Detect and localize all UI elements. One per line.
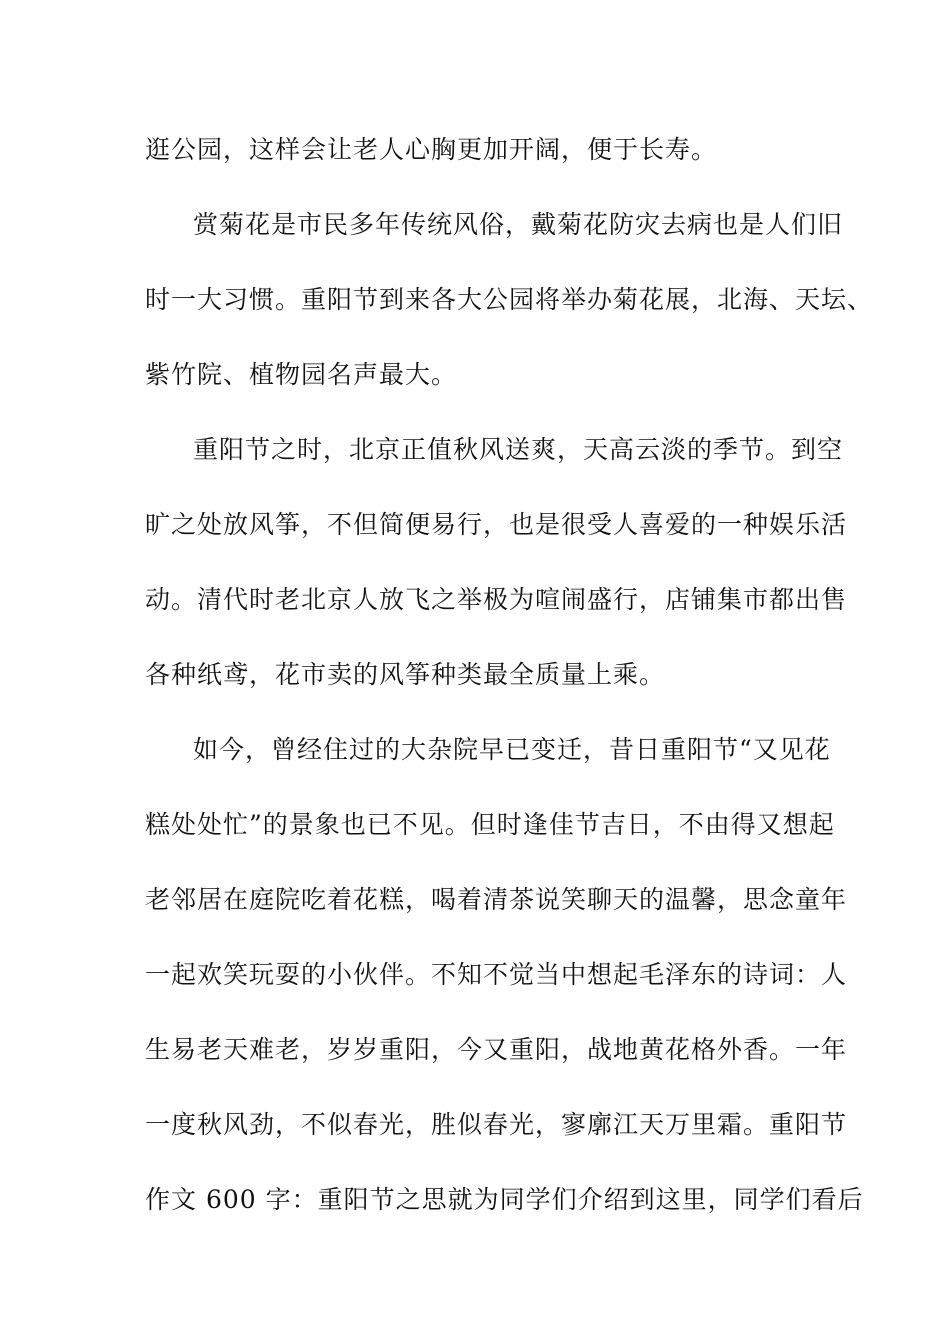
text-line-9: 如今，曾经住过的大杂院早已变迁，昔日重阳节“又见花 [193,735,831,764]
text-line-6: 旷之处放风筝，不但简便易行，也是很受人喜爱的一种娱乐活 [145,510,848,539]
text-line-15: 作文 600 字：重阳节之思就为同学们介绍到这里，同学们看后 [145,1185,864,1214]
text-line-1: 逛公园，这样会让老人心胸更加开阔，便于长寿。 [145,135,718,164]
text-line-13: 生易老天难老，岁岁重阳，今又重阳，战地黄花格外香。一年 [145,1035,848,1064]
text-line-5: 重阳节之时，北京正值秋风送爽，天高云淡的季节。到空 [193,435,844,464]
text-line-4: 紫竹院、植物园名声最大。 [145,360,458,389]
text-line-10: 糕处处忙”的景象也已不见。但时逢佳节吉日，不由得又想起 [145,810,835,839]
text-line-7: 动。清代时老北京人放飞之举极为喧闹盛行，店铺集市都出售 [145,585,848,614]
text-line-8: 各种纸鸢，花市卖的风筝种类最全质量上乘。 [145,660,666,689]
text-line-14: 一度秋风劲，不似春光，胜似春光，寥廓江天万里霜。重阳节 [145,1110,848,1139]
text-line-2: 赏菊花是市民多年传统风俗，戴菊花防灾去病也是人们旧 [193,210,844,239]
text-line-12: 一起欢笑玩耍的小伙伴。不知不觉当中想起毛泽东的诗词：人 [145,960,848,989]
text-line-3: 时一大习惯。重阳节到来各大公园将举办菊花展，北海、天坛、 [145,285,874,314]
text-line-11: 老邻居在庭院吃着花糕，喝着清茶说笑聊天的温馨，思念童年 [145,885,848,914]
